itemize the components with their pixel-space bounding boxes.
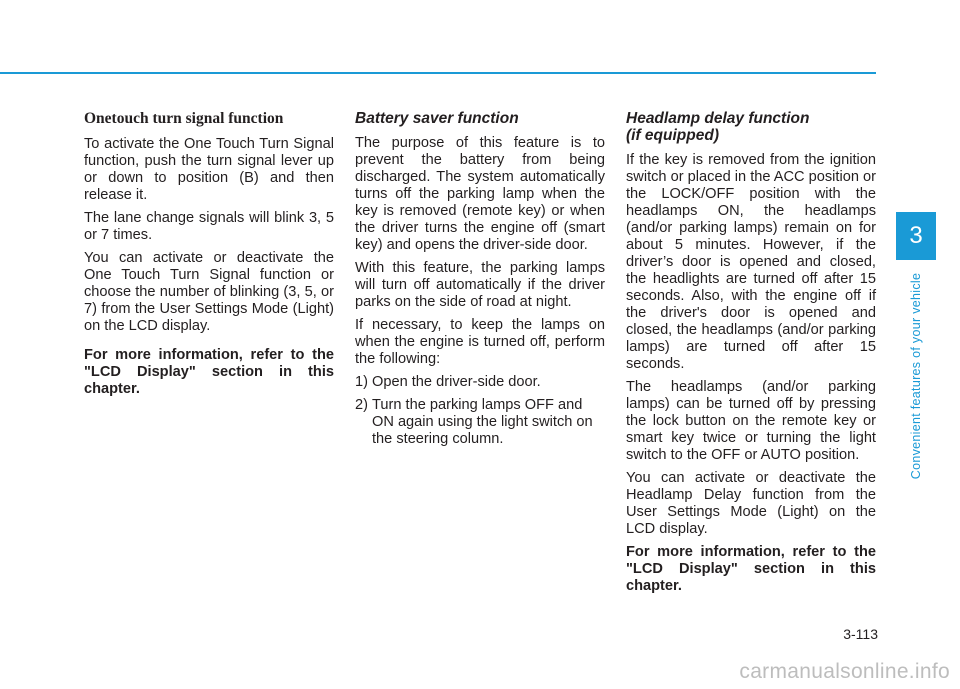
paragraph: The lane change signals will blink 3, 5 or 7 times. xyxy=(84,210,334,243)
section-heading: Onetouch turn signal function xyxy=(84,110,284,127)
paragraph: With this feature, the parking lamps will turn off automatically if the driver parks on the side of road at night. xyxy=(355,260,605,310)
column-battery-saver xyxy=(355,110,605,454)
paragraph: If the key is removed from the ignition switch or placed in the ACC position or the LOCK/OFF position with the headlamps ON, the headlamps (and/or parking lamps) remain on for about 5 minutes. However, if the driver’s door is opened and closed, the headlights are turned off after 15 seconds. Also, with the engine off if the driver's door is opened and closed, the headlamps (and/or parking lamps) are turned off after 15 seconds. xyxy=(626,152,876,372)
column-onetouch-turn-signal xyxy=(84,110,334,404)
paragraph: If necessary, to keep the lamps on when the engine is turned off, perform the following: xyxy=(355,317,605,367)
list-text: Turn the parking lamps OFF and ON again using the light switch on the steering column. xyxy=(372,397,593,447)
section-heading-line: (if equipped) xyxy=(626,127,719,144)
paragraph: The purpose of this feature is to prevent the battery from being discharged. The system automatically turns off the parking lamp when the key is removed (remote key) or when the driver turns the engine off (smart key) and opens the driver-side door. xyxy=(355,135,605,253)
chapter-tab: 3 xyxy=(896,212,936,260)
paragraph: You can activate or deactivate the Headlamp Delay function from the User Settings Mode (Light) on the LCD display. xyxy=(626,470,876,537)
paragraph: To activate the One Touch Turn Signal function, push the turn signal lever up or down to position (B) and then release it. xyxy=(84,136,334,203)
column-headlamp-delay xyxy=(626,110,876,601)
chapter-title: Convenient features of your vehicle xyxy=(909,272,923,480)
list-number: 2) xyxy=(355,397,368,413)
list-item xyxy=(355,397,605,448)
paragraph: The headlamps (and/or parking lamps) can be turned off by pressing the lock button on the remote key or smart key twice or turning the light switch to the OFF or AUTO position. xyxy=(626,379,876,463)
section-heading xyxy=(626,110,876,144)
reference-note: For more information, refer to the "LCD Display" section in this chapter. xyxy=(84,347,334,397)
list-text: Open the driver-side door. xyxy=(372,374,541,390)
reference-note: For more information, refer to the "LCD Display" section in this chapter. xyxy=(626,544,876,594)
list-number: 1) xyxy=(355,374,368,390)
page-number: 3-113 xyxy=(843,626,878,642)
list-item xyxy=(355,374,605,391)
watermark: carmanualsonline.info xyxy=(739,660,950,683)
section-heading-line: Headlamp delay function xyxy=(626,110,810,127)
header-rule xyxy=(0,72,876,74)
section-heading: Battery saver function xyxy=(355,110,519,127)
paragraph: You can activate or deactivate the One Touch Turn Signal function or choose the number of blinking (3, 5, or 7) from the User Settings Mode (Light) on the LCD display. xyxy=(84,250,334,334)
